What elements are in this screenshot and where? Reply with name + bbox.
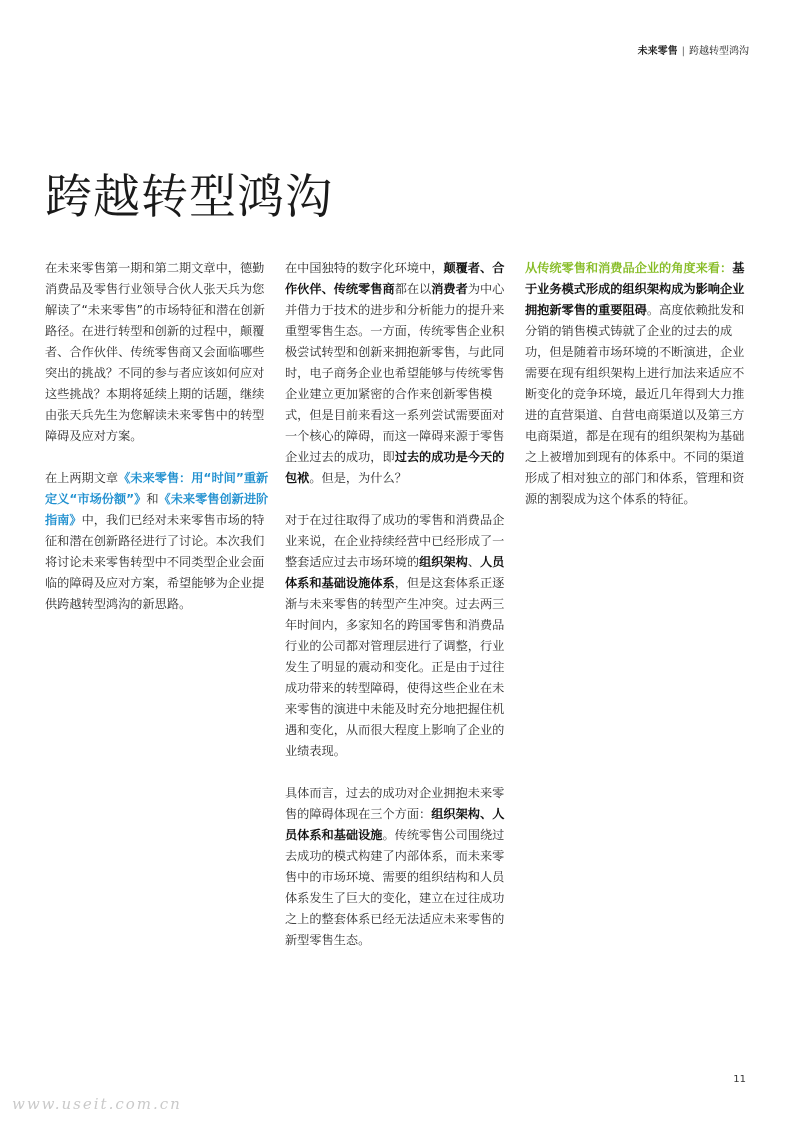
col3-heading: 从传统零售和消费品企业的角度来看： [525, 261, 733, 275]
text-span: 都在以 [394, 282, 432, 296]
bold-term: 基于业务模式形成的组织架构成为影响企业拥抱新零售的重要阻碍 [525, 261, 745, 317]
text-span: 中，我们已经对未来零售市场的特征和潜在创新路径进行了讨论。本次我们将讨论未来零售转型中不同类型企业会面临的障碍及应对方案，希望能够为企业提供跨越转型鸿沟的新思路。 [45, 513, 265, 611]
bold-term: 组织架构 [419, 555, 468, 569]
col2-paragraph-2 [285, 510, 509, 762]
col1-paragraph-1: 在未来零售第一期和第二期文章中，德勤消费品及零售行业领导合伙人张天兵为您解读了“未来零售”的市场特征和潜在创新路径。在进行转型和创新的过程中，颠覆者、合作伙伴、传统零售商又会面临哪些突出的挑战？不同的参与者应该如何应对这些挑战？本期将延续上期的话题，继续由张天兵先生为您解读未来零售中的转型障碍及应对方案。 [45, 261, 265, 443]
bold-term: 、 [480, 261, 493, 275]
text-span: 为中心并借力于技术的进步和分析能力的提升来重塑零售生态。一方面，传统零售企业积极尝试转型和创新来拥抱新零售，与此同时，电子商务企业也希望能够与传统零售企业建立更加紧密的合作来创新零售模式，但是目前来看这一系列尝试需要面对一个核心的障碍，而这一障碍来源于零售企业过去的成功，即 [285, 282, 505, 464]
text-span: ，但是这套体系正逐渐与未来零售的转型产生冲突。过去两三年时间内，多家知名的跨国零售和消费品行业的公司都对管理层进行了调整，行业发生了明显的震动和变化。正是由于过往成功带来的转型障碍，使得这些企业在未来零售的演进中未能及时充分地把握住机遇和变化，从而很大程度上影响了企业的业绩表现。 [285, 576, 505, 758]
column-1 [45, 258, 269, 636]
text-span: 和 [146, 492, 159, 506]
text-span: 。高度依赖批发和分销的销售模式铸就了企业的过去的成功，但是随着市场环境的不断演进，企业需要在现有组织架构上进行加法来适应不断变化的竞争环境，最近几年得到大力推进的直营渠道、自营电商渠道以及第三方电商渠道，都是在现有的组织架构为基础之上被增加到现有的体系中。不同的渠道形成了相对独立的部门和体系，管理和资源的割裂成为这个体系的特征。 [525, 303, 745, 506]
bold-term: 人员体系和基础设施 [285, 807, 505, 842]
page-number: 11 [733, 1074, 746, 1085]
text-span: 在上两期文章 [45, 471, 119, 485]
text-span: 。传统零售公司围绕过去成功的模式构建了内部体系，而未来零售中的市场环境、需要的组织结构和人员体系发生了巨大的变化，建立在过往成功之上的整套体系已经无法适应未来零售的新型零售生态。 [285, 828, 505, 947]
bold-term: 人员体系和基础设施体系 [285, 555, 505, 590]
text-span: 具体而言，过去的成功对企业拥抱未来零售的障碍体现在三个方面： [285, 786, 505, 821]
bold-term: 合作伙伴 [285, 261, 505, 296]
bold-term: 过去的成功是今天的包袱 [285, 450, 505, 485]
column-2 [285, 258, 509, 972]
article-link-2[interactable]: 《未来零售创新进阶指南》 [45, 492, 269, 527]
bold-term: 、 [321, 282, 334, 296]
bold-term: 、 [480, 807, 493, 821]
text-span: 在中国独特的数字化环境中， [285, 261, 444, 275]
col2-paragraph-3 [285, 783, 509, 951]
bold-term: 消费者 [431, 282, 468, 296]
column-3 [525, 258, 749, 531]
text-span: 。但是，为什么？ [309, 471, 407, 485]
watermark: www.useit.com.cn [12, 1095, 182, 1113]
page-title: 跨越转型鸿沟 [45, 170, 333, 225]
col1-paragraph-2 [45, 468, 269, 615]
running-header [638, 42, 749, 57]
header-topic: 跨越转型鸿沟 [689, 46, 749, 57]
bold-term: 传统零售商 [333, 282, 395, 296]
header-separator: | [681, 46, 685, 57]
text-span: 、 [467, 555, 480, 569]
article-link-1[interactable]: 《未来零售：用“时间”重新定义“市场份额”》 [45, 471, 269, 506]
bold-term: 组织架构 [431, 807, 480, 821]
col2-paragraph-1 [285, 258, 509, 489]
col3-paragraph-1 [525, 258, 749, 510]
header-series: 未来零售 [637, 46, 678, 57]
bold-term: 颠覆者 [443, 261, 480, 275]
text-span: 对于在过往取得了成功的零售和消费品企业来说，在企业持续经营中已经形成了一整套适应过去市场环境的 [285, 513, 505, 569]
